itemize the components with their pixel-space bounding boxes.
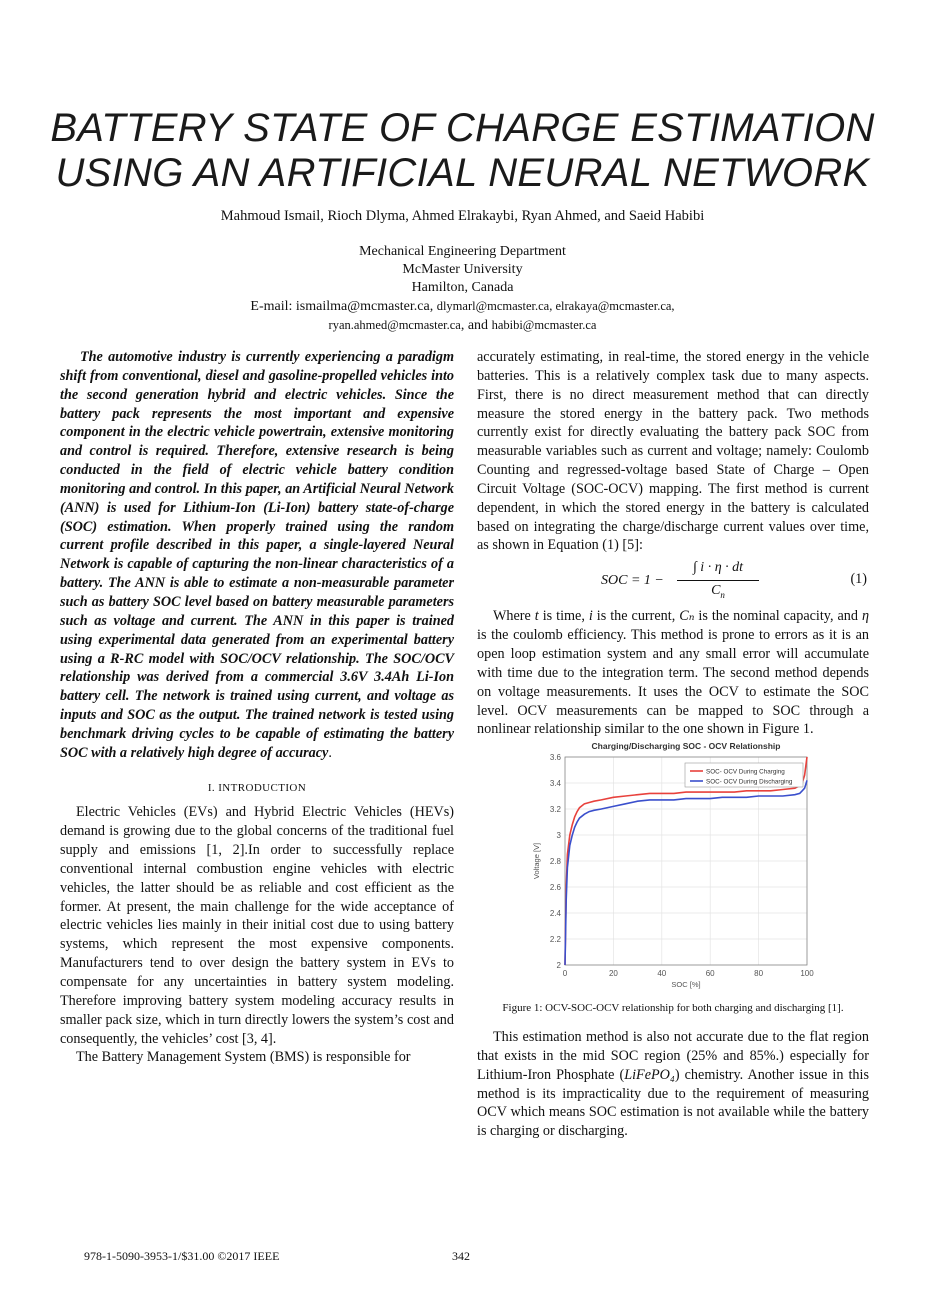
body-paragraph-ocv: [477, 607, 869, 739]
right-column: [477, 348, 869, 1141]
legend-label: SOC- OCV During Discharging: [706, 778, 793, 786]
body-paragraph-flat-region: [477, 1028, 869, 1141]
email-and: , and: [460, 318, 492, 333]
author-list: Mahmoud Ismail, Rioch Dlyma, Ahmed Elrakaybi, Ryan Ahmed, and Saeid Habibi: [220, 208, 705, 224]
math-chem-lifepo4: LiFePO₄: [624, 1066, 675, 1083]
text-run: is time,: [538, 608, 589, 625]
footer-isbn: 978-1-5090-3953-1/$31.00 ©2017 IEEE: [84, 1249, 280, 1263]
section-heading-introduction: I. INTRODUCTION: [207, 781, 307, 794]
abstract-period: .: [328, 744, 332, 761]
y-tick-label: 3: [556, 831, 561, 841]
equation-lhs: SOC = 1 −: [601, 573, 664, 589]
left-column: [60, 348, 454, 1067]
intro-paragraph-2: The Battery Management System (BMS) is responsible for: [76, 1049, 411, 1066]
page-number: 342: [452, 1249, 470, 1263]
figure-1: [477, 739, 869, 997]
text-run: This estimation method is also not accurate due to the flat region that exists in the mid SOC region (25% and 85%.) especially for Lithium-Iron Phosphate (: [477, 1029, 869, 1083]
text-run: ) chemistry. Another issue in this method is its impracticality due to the requirement of measuring OCV which means SOC estimation is not available while the battery is charging or discharging.: [477, 1066, 869, 1140]
y-tick-label: 3.4: [549, 779, 561, 789]
equation-fraction: [677, 559, 759, 604]
abstract-text: The automotive industry is currently experiencing a paradigm shift from conventional, diesel and gasoline-propelled vehicles into the second generation hybrid and electric vehicles. Since the battery pack represents the most important and expensive component in the electric vehicle powertrain, extensive monitoring and control is required. Therefore, extensive research is being conducted in the field of electric vehicle battery condition monitoring and control. In this paper, an Artificial Neural Network (ANN) is used for Lithium-Ion (Li-Ion) battery state-of-charge (SOC) estimation. When properly trained using the random current profile described in this paper, a single-layered Neural Network is capable of capturing the non-linear characteristics of a battery. The ANN is able to estimate a non-measurable parameter such as battery SOC level based on battery measurable parameters such as voltage and current. The ANN in this paper is trained using experimental data generated from an experimental battery using a R-RC model with SOC/OCV relationship. The SOC/OCV relationship was derived from a commercial 3.6V 3.4Ah Li-Ion battery cell. The network is trained using current, and voltage as inputs and SOC as the output. The trained network is tested using benchmark driving cycles to be capable of estimating the battery SOC with a relatively high degree of accuracy: [60, 349, 454, 761]
x-tick-label: 60: [705, 969, 715, 979]
affiliation-block: [0, 243, 925, 335]
y-tick-label: 3.2: [549, 805, 561, 815]
x-tick-label: 80: [754, 969, 764, 979]
equation-denominator-sub: n: [720, 589, 725, 600]
abstract: [60, 348, 454, 763]
y-tick-label: 2.6: [549, 883, 561, 893]
affiliation-location: Hamilton, Canada: [411, 280, 514, 295]
equation-denominator: [677, 581, 759, 605]
y-tick-label: 2.8: [549, 857, 561, 867]
text-run: is the coulomb efficiency. This method is prone to errors as it is an open loop estimation system and any small error will accumulate with time due to the integration term. The second method depends on voltage measurements. It uses the OCV to estimate the SOC level. OCV measurements can be mapped to SOC through a nonlinear relationship similar to the one shown in Figure 1.: [477, 627, 869, 738]
x-tick-label: 100: [800, 969, 814, 979]
math-var-cn: Cₙ: [679, 608, 695, 625]
soc-ocv-chart: [477, 739, 869, 997]
email-ahmed[interactable]: ryan.ahmed@mcmaster.ca: [328, 318, 461, 332]
series-line-discharging: [565, 778, 807, 966]
math-var-eta: η: [861, 608, 869, 625]
math-var-i: i: [588, 608, 593, 625]
affiliation-department: Mechanical Engineering Department: [359, 244, 566, 259]
affiliation-emails-line2: [0, 316, 925, 335]
y-tick-label: 2: [556, 961, 561, 971]
y-axis-label: Voltage [V]: [532, 843, 541, 880]
equation-numerator: ∫ i · η · dt: [677, 559, 759, 581]
text-run: is the nominal capacity, and: [694, 608, 862, 625]
email-elrakaybi[interactable]: , elrakaya@mcmaster.ca,: [549, 299, 675, 313]
y-tick-label: 2.2: [549, 935, 561, 945]
email-dlyma[interactable]: dlymarl@mcmaster.ca: [436, 299, 550, 313]
y-tick-label: 2.4: [549, 909, 561, 919]
equation-denominator-base: C: [711, 583, 721, 599]
intro-paragraph-1: Electric Vehicles (EVs) and Hybrid Electric Vehicles (HEVs) demand is growing due to the global concerns of the traditional fuel supply and emissions [1, 2].In order to successfully replace conventional internal combustion engine vehicles with electric vehicles, the latter should be as reliable and cost efficient as the former. At present, the main challenge for the wide acceptance of electric vehicles lies mainly in their initial cost due to using battery systems, which represent the most expensive components. Manufacturers tend to over design the battery system in EVs to compensate for any uncertainties in battery system modeling. Therefore improving battery system modeling accuracy results in smaller pack size, which in turn directly lowers the system’s cost and consequently, the vehicles’ cost [3, 4].: [60, 804, 454, 1047]
paper-title-line2: USING AN ARTIFICIAL NEURAL NETWORK: [55, 151, 870, 195]
email-habibi[interactable]: habibi@mcmaster.ca: [491, 318, 597, 332]
chart-title: Charging/Discharging SOC - OCV Relationship: [591, 741, 781, 752]
x-tick-label: 20: [608, 969, 618, 979]
email-label: E-mail: ismailma@mcmaster.ca,: [250, 299, 437, 314]
equation-1: [477, 557, 869, 603]
equation-number: (1): [850, 571, 867, 588]
paper-title-line1: BATTERY STATE OF CHARGE ESTIMATION: [50, 106, 875, 150]
text-run: Where: [493, 608, 535, 625]
text-run: is the current,: [592, 608, 680, 625]
affiliation-emails-line1: [0, 297, 925, 316]
x-axis-label: SOC [%]: [671, 980, 701, 990]
x-tick-label: 0: [562, 969, 568, 979]
math-var-t: t: [534, 608, 539, 625]
x-tick-label: 40: [657, 969, 667, 979]
affiliation-university: McMaster University: [402, 262, 523, 277]
legend-label: SOC- OCV During Charging: [706, 768, 785, 776]
body-paragraph-coulomb: accurately estimating, in real-time, the stored energy in the vehicle batteries. This is a relatively complex task due to many aspects. First, there is no direct measurement method that can directly measure the stored energy in the battery pack. Two methods currently exist for directly evaluating the battery pack SOC from measurable variables such as current and voltage; namely: Coulomb Counting and regressed-voltage based State of Charge – Open Circuit Voltage (SOC-OCV) mapping. The first method is current dependent, in which the stored energy in the battery is calculated based on integrating the charge/discharge current values over time, as shown in Equation (1) [5]:: [477, 349, 869, 554]
figure-caption: Figure 1: OCV-SOC-OCV relationship for both charging and discharging [1].: [502, 1002, 844, 1015]
y-tick-label: 3.6: [549, 753, 561, 763]
